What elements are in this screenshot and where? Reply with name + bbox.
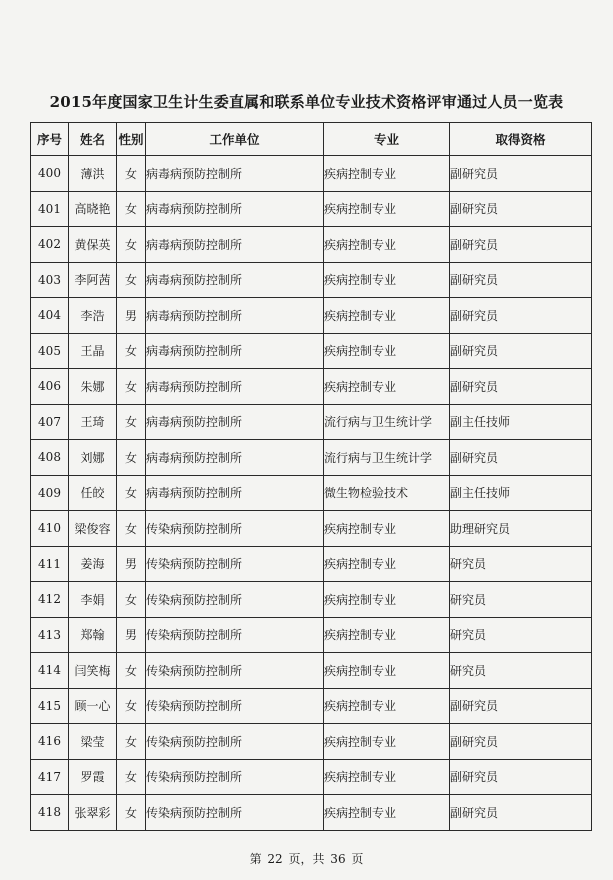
cell-gender: 女 [117, 227, 146, 263]
cell-specialty: 疾病控制专业 [324, 546, 450, 582]
cell-serial-number: 403 [31, 262, 69, 298]
cell-gender: 女 [117, 156, 146, 192]
column-header-unit: 工作单位 [146, 123, 324, 156]
cell-qualification: 副主任技师 [450, 475, 592, 511]
cell-specialty: 疾病控制专业 [324, 333, 450, 369]
cell-serial-number: 411 [31, 546, 69, 582]
table-row [31, 333, 592, 369]
cell-qualification: 副研究员 [450, 759, 592, 795]
cell-serial-number: 407 [31, 404, 69, 440]
cell-qualification: 副研究员 [450, 156, 592, 192]
cell-name: 任皎 [69, 475, 117, 511]
cell-specialty: 微生物检验技术 [324, 475, 450, 511]
table-row [31, 440, 592, 476]
cell-qualification: 副研究员 [450, 440, 592, 476]
cell-qualification: 副研究员 [450, 688, 592, 724]
table-row [31, 298, 592, 334]
cell-serial-number: 410 [31, 511, 69, 547]
table-row [31, 191, 592, 227]
table-row [31, 475, 592, 511]
cell-specialty: 流行病与卫生统计学 [324, 404, 450, 440]
cell-gender: 男 [117, 617, 146, 653]
cell-gender: 女 [117, 511, 146, 547]
cell-work-unit: 病毒病预防控制所 [146, 333, 324, 369]
column-header-qualification: 取得资格 [450, 123, 592, 156]
cell-work-unit: 传染病预防控制所 [146, 617, 324, 653]
cell-specialty: 疾病控制专业 [324, 582, 450, 618]
cell-name: 顾一心 [69, 688, 117, 724]
cell-serial-number: 400 [31, 156, 69, 192]
cell-work-unit: 传染病预防控制所 [146, 795, 324, 831]
cell-gender: 男 [117, 298, 146, 334]
table-row [31, 688, 592, 724]
cell-specialty: 疾病控制专业 [324, 724, 450, 760]
cell-name: 王晶 [69, 333, 117, 369]
cell-name: 王琦 [69, 404, 117, 440]
cell-specialty: 疾病控制专业 [324, 191, 450, 227]
cell-name: 姜海 [69, 546, 117, 582]
cell-name: 郑翰 [69, 617, 117, 653]
cell-work-unit: 传染病预防控制所 [146, 688, 324, 724]
cell-name: 罗霞 [69, 759, 117, 795]
table-row [31, 724, 592, 760]
cell-specialty: 疾病控制专业 [324, 511, 450, 547]
cell-gender: 女 [117, 759, 146, 795]
table-header-row [31, 123, 592, 156]
table-row [31, 653, 592, 689]
page-number: 第 22 页，共 36 页 [249, 852, 364, 866]
cell-name: 闫笑梅 [69, 653, 117, 689]
cell-gender: 女 [117, 582, 146, 618]
cell-specialty: 疾病控制专业 [324, 653, 450, 689]
column-header-sex: 性别 [117, 123, 146, 156]
cell-gender: 女 [117, 795, 146, 831]
cell-qualification: 副主任技师 [450, 404, 592, 440]
cell-serial-number: 412 [31, 582, 69, 618]
cell-specialty: 疾病控制专业 [324, 617, 450, 653]
cell-gender: 女 [117, 475, 146, 511]
table-row [31, 546, 592, 582]
cell-name: 梁莹 [69, 724, 117, 760]
table-row [31, 759, 592, 795]
table-row [31, 262, 592, 298]
cell-serial-number: 402 [31, 227, 69, 263]
cell-serial-number: 406 [31, 369, 69, 405]
cell-specialty: 疾病控制专业 [324, 298, 450, 334]
cell-qualification: 研究员 [450, 653, 592, 689]
cell-qualification: 副研究员 [450, 191, 592, 227]
cell-work-unit: 病毒病预防控制所 [146, 156, 324, 192]
cell-name: 李娟 [69, 582, 117, 618]
cell-specialty: 疾病控制专业 [324, 795, 450, 831]
cell-serial-number: 405 [31, 333, 69, 369]
table-row [31, 795, 592, 831]
cell-qualification: 副研究员 [450, 724, 592, 760]
cell-work-unit: 传染病预防控制所 [146, 511, 324, 547]
cell-work-unit: 传染病预防控制所 [146, 759, 324, 795]
cell-work-unit: 传染病预防控制所 [146, 546, 324, 582]
column-header-major: 专业 [324, 123, 450, 156]
cell-work-unit: 病毒病预防控制所 [146, 227, 324, 263]
table-row [31, 369, 592, 405]
cell-specialty: 疾病控制专业 [324, 227, 450, 263]
table-row [31, 156, 592, 192]
cell-name: 朱娜 [69, 369, 117, 405]
cell-qualification: 副研究员 [450, 369, 592, 405]
cell-serial-number: 408 [31, 440, 69, 476]
page-title: 2015年度国家卫生计生委直属和联系单位专业技术资格评审通过人员一览表 [49, 93, 564, 111]
cell-work-unit: 传染病预防控制所 [146, 582, 324, 618]
cell-specialty: 流行病与卫生统计学 [324, 440, 450, 476]
cell-name: 梁俊容 [69, 511, 117, 547]
cell-serial-number: 414 [31, 653, 69, 689]
cell-gender: 女 [117, 653, 146, 689]
cell-work-unit: 病毒病预防控制所 [146, 475, 324, 511]
cell-qualification: 助理研究员 [450, 511, 592, 547]
cell-specialty: 疾病控制专业 [324, 688, 450, 724]
cell-serial-number: 401 [31, 191, 69, 227]
cell-gender: 女 [117, 440, 146, 476]
cell-work-unit: 病毒病预防控制所 [146, 404, 324, 440]
table-row [31, 617, 592, 653]
cell-specialty: 疾病控制专业 [324, 156, 450, 192]
cell-serial-number: 413 [31, 617, 69, 653]
cell-work-unit: 病毒病预防控制所 [146, 262, 324, 298]
cell-qualification: 副研究员 [450, 262, 592, 298]
cell-serial-number: 404 [31, 298, 69, 334]
cell-name: 黄保英 [69, 227, 117, 263]
cell-qualification: 副研究员 [450, 298, 592, 334]
cell-name: 高晓艳 [69, 191, 117, 227]
cell-name: 张翠彩 [69, 795, 117, 831]
cell-gender: 男 [117, 546, 146, 582]
cell-work-unit: 病毒病预防控制所 [146, 298, 324, 334]
table-row [31, 227, 592, 263]
column-header-name: 姓名 [69, 123, 117, 156]
column-header-no: 序号 [31, 123, 69, 156]
cell-qualification: 副研究员 [450, 795, 592, 831]
cell-gender: 女 [117, 262, 146, 298]
cell-qualification: 研究员 [450, 546, 592, 582]
table-row [31, 582, 592, 618]
cell-gender: 女 [117, 688, 146, 724]
cell-gender: 女 [117, 333, 146, 369]
cell-gender: 女 [117, 191, 146, 227]
cell-name: 李浩 [69, 298, 117, 334]
cell-name: 刘娜 [69, 440, 117, 476]
cell-serial-number: 416 [31, 724, 69, 760]
cell-qualification: 研究员 [450, 582, 592, 618]
cell-work-unit: 传染病预防控制所 [146, 724, 324, 760]
cell-work-unit: 病毒病预防控制所 [146, 369, 324, 405]
table-body [31, 156, 592, 831]
cell-work-unit: 病毒病预防控制所 [146, 440, 324, 476]
cell-serial-number: 409 [31, 475, 69, 511]
cell-serial-number: 415 [31, 688, 69, 724]
cell-gender: 女 [117, 369, 146, 405]
cell-gender: 女 [117, 404, 146, 440]
cell-specialty: 疾病控制专业 [324, 369, 450, 405]
cell-specialty: 疾病控制专业 [324, 262, 450, 298]
personnel-table [30, 122, 592, 831]
cell-work-unit: 病毒病预防控制所 [146, 191, 324, 227]
table-row [31, 511, 592, 547]
cell-qualification: 副研究员 [450, 333, 592, 369]
cell-name: 李阿茜 [69, 262, 117, 298]
cell-qualification: 副研究员 [450, 227, 592, 263]
cell-qualification: 研究员 [450, 617, 592, 653]
table-row [31, 404, 592, 440]
cell-serial-number: 418 [31, 795, 69, 831]
cell-specialty: 疾病控制专业 [324, 759, 450, 795]
cell-work-unit: 传染病预防控制所 [146, 653, 324, 689]
cell-gender: 女 [117, 724, 146, 760]
cell-serial-number: 417 [31, 759, 69, 795]
cell-name: 薄洪 [69, 156, 117, 192]
